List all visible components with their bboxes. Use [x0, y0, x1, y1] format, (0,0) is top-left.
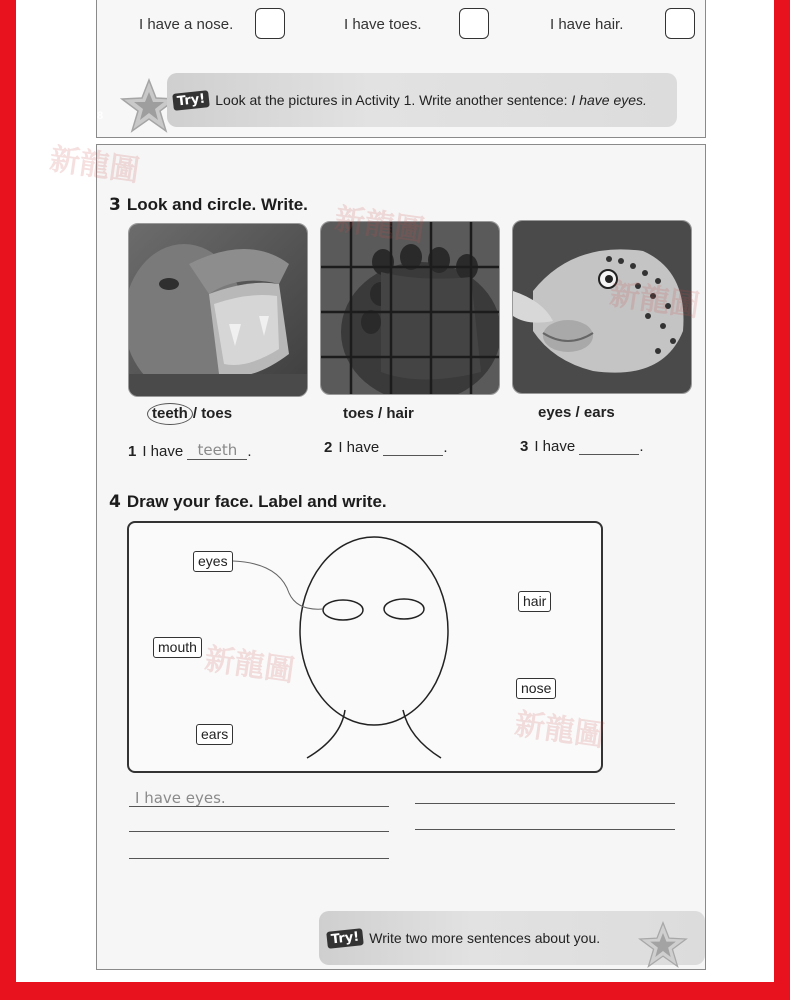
- answer-blank-1[interactable]: teeth: [187, 441, 247, 460]
- activity4-title: 4 Draw your face. Label and write.: [109, 492, 387, 512]
- writing-line-4[interactable]: [415, 829, 675, 830]
- try-prompt-text: Look at the pictures in Activity 1. Write another sentence: I have eyes.: [215, 92, 647, 108]
- page-number: 8: [97, 110, 104, 122]
- sentence-2: 2 I have .: [324, 439, 448, 456]
- try-prompt-bar: [167, 73, 677, 127]
- sentence-3: 3 I have .: [520, 438, 644, 455]
- label-eyes[interactable]: eyes: [193, 551, 233, 572]
- example-sentence: I have eyes.: [135, 789, 226, 807]
- checkbox-toes[interactable]: [459, 8, 489, 39]
- try-badge: Try!: [172, 90, 210, 111]
- circled-answer[interactable]: teeth: [147, 403, 193, 425]
- choice-pair-1: teeth / toes: [147, 403, 232, 425]
- star-icon: [637, 921, 689, 969]
- statement-hair: I have hair.: [550, 16, 624, 33]
- writing-line-2[interactable]: [415, 803, 675, 804]
- choice-pair-3: eyes / ears: [538, 404, 615, 421]
- writing-line-1[interactable]: [129, 806, 389, 807]
- answer-blank-2[interactable]: [383, 437, 443, 456]
- fish-photo: [512, 220, 692, 394]
- writing-line-5[interactable]: [129, 858, 389, 859]
- checkbox-nose[interactable]: [255, 8, 285, 39]
- gorilla-hand-photo: [320, 221, 500, 395]
- label-nose[interactable]: nose: [516, 678, 556, 699]
- statement-toes: I have toes.: [344, 16, 422, 33]
- label-ears[interactable]: ears: [196, 724, 233, 745]
- face-drawing-box[interactable]: [127, 521, 603, 773]
- activity3-title: 3 Look and circle. Write.: [109, 195, 308, 215]
- previous-activity-panel: [96, 0, 706, 138]
- try-prompt-text: Write two more sentences about you.: [369, 930, 601, 946]
- writing-line-3[interactable]: [129, 831, 389, 832]
- try-badge: Try!: [326, 928, 364, 949]
- choice-pair-2: toes / hair: [343, 405, 414, 422]
- checkbox-hair[interactable]: [665, 8, 695, 39]
- hippo-photo: [128, 223, 308, 397]
- answer-blank-3[interactable]: [579, 436, 639, 455]
- label-mouth[interactable]: mouth: [153, 637, 202, 658]
- statement-nose: I have a nose.: [139, 16, 234, 33]
- sentence-1: 1 I have teeth .: [128, 441, 252, 460]
- worksheet-page: [96, 144, 706, 970]
- label-hair[interactable]: hair: [518, 591, 551, 612]
